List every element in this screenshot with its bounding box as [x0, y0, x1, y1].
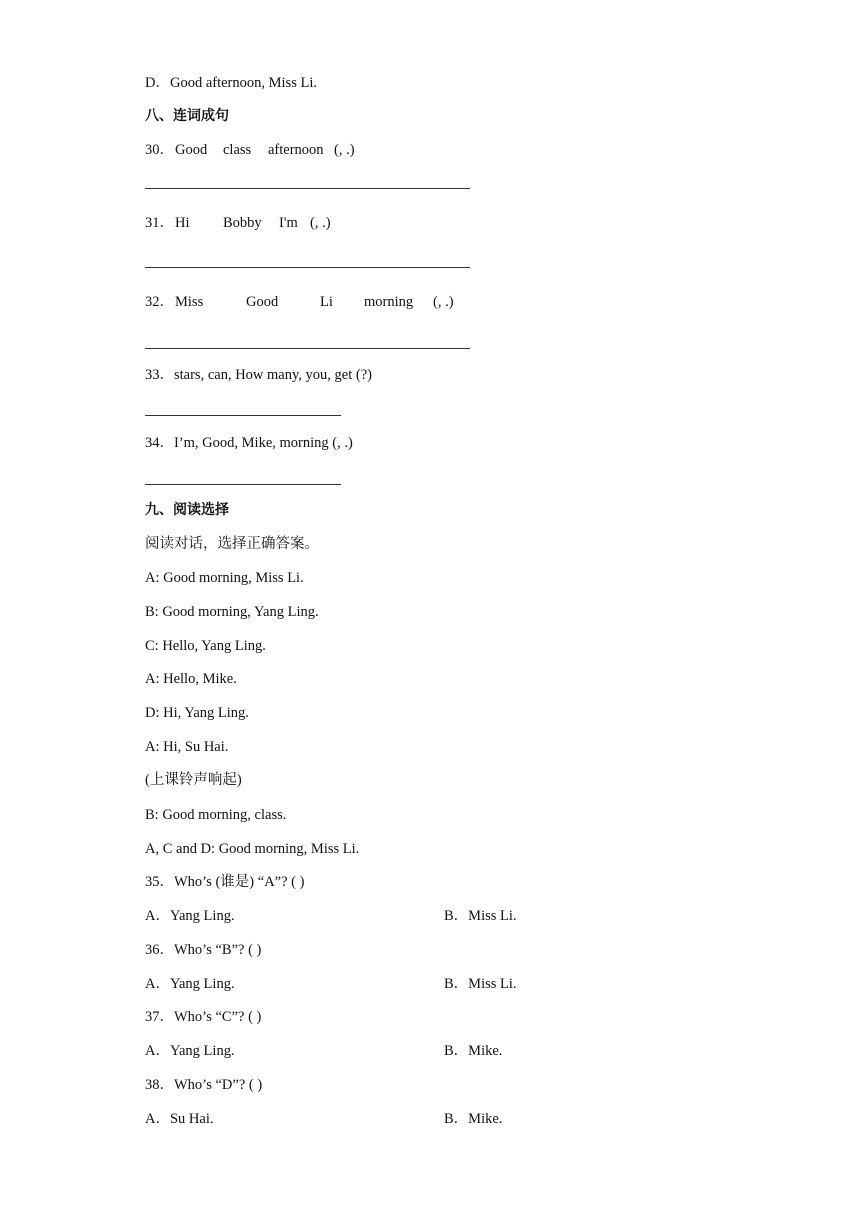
- option-b[interactable]: B．Mike.: [444, 1043, 503, 1059]
- q32-word: Miss: [175, 294, 204, 310]
- q31-word: Bobby: [223, 215, 262, 231]
- q31-word: I'm: [279, 215, 298, 231]
- q32-word: (, .): [433, 294, 454, 310]
- q30-word: class: [223, 142, 252, 158]
- option-a[interactable]: A．Yang Ling.: [145, 1043, 235, 1059]
- option-a[interactable]: A．Yang Ling.: [145, 976, 235, 992]
- dialogue-line: (上课铃声响起): [145, 772, 242, 788]
- answer-line-33[interactable]: [145, 415, 341, 416]
- dialogue-line: A: Hi, Su Hai.: [145, 739, 229, 755]
- option-a[interactable]: A．Su Hai.: [145, 1111, 214, 1127]
- dialogue-line: A, C and D: Good morning, Miss Li.: [145, 841, 360, 857]
- question-text: 38．Who’s “D”? ( ): [145, 1077, 263, 1093]
- answer-line-30[interactable]: [145, 188, 470, 189]
- option-b[interactable]: B．Mike.: [444, 1111, 503, 1127]
- q31-word: (, .): [310, 215, 331, 231]
- q32-number: 32．: [145, 294, 174, 310]
- dialogue-line: C: Hello, Yang Ling.: [145, 638, 266, 654]
- prev-option-d: D．Good afternoon, Miss Li.: [145, 75, 317, 91]
- q30-word: (, .): [334, 142, 355, 158]
- dialogue-line: B: Good morning, Yang Ling.: [145, 604, 319, 620]
- question-text: 36．Who’s “B”? ( ): [145, 942, 262, 958]
- instruction: 阅读对话，选择正确答案。: [145, 536, 319, 552]
- dialogue-line: D: Hi, Yang Ling.: [145, 705, 249, 721]
- question-33: 33．stars, can, How many, you, get (?): [145, 367, 372, 383]
- q30-number: 30．: [145, 142, 174, 158]
- q31-number: 31．: [145, 215, 174, 231]
- section-8-title: 八、连词成句: [145, 108, 229, 124]
- q32-word: morning: [364, 294, 414, 310]
- dialogue-line: A: Good morning, Miss Li.: [145, 570, 304, 586]
- question-34: 34．I’m, Good, Mike, morning (, .): [145, 435, 353, 451]
- question-text: 35．Who’s (谁是) “A”? ( ): [145, 874, 305, 890]
- q31-word: Hi: [175, 215, 190, 231]
- q32-word: Li: [320, 294, 333, 310]
- q30-word: afternoon: [268, 142, 324, 158]
- option-b[interactable]: B．Miss Li.: [444, 908, 517, 924]
- q30-word: Good: [175, 142, 208, 158]
- dialogue-line: A: Hello, Mike.: [145, 671, 237, 687]
- dialogue-line: B: Good morning, class.: [145, 807, 287, 823]
- answer-line-34[interactable]: [145, 484, 341, 485]
- question-text: 37．Who’s “C”? ( ): [145, 1009, 262, 1025]
- section-9-title: 九、阅读选择: [145, 502, 229, 518]
- option-a[interactable]: A．Yang Ling.: [145, 908, 235, 924]
- answer-line-31[interactable]: [145, 267, 470, 268]
- q32-word: Good: [246, 294, 279, 310]
- answer-line-32[interactable]: [145, 348, 470, 349]
- option-b[interactable]: B．Miss Li.: [444, 976, 517, 992]
